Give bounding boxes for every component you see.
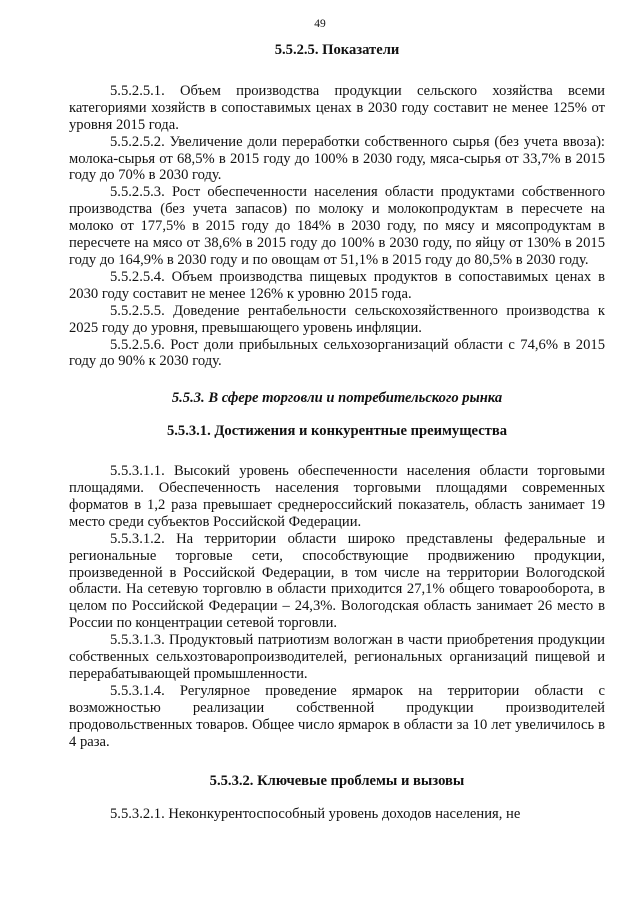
- paragraph-5-5-3-1-3: 5.5.3.1.3. Продуктовый патриотизм вологжан в части приобретения продукции собственных сельхозтоваропроизводителей, региональных организаций пищевой и перерабатывающей промышленности.: [69, 632, 605, 682]
- page-number: 49: [314, 18, 326, 30]
- paragraph-5-5-2-5-4: 5.5.2.5.4. Объем производства пищевых продуктов в сопоставимых ценах в 2030 году составит не менее 126% к уровню 2015 года.: [69, 268, 605, 302]
- heading-trade-sphere: 5.5.3. В сфере торговли и потребительского рынка: [171, 390, 503, 407]
- paragraph-5-5-3-2-1: 5.5.3.2.1. Неконкурентоспособный уровень доходов населения, не: [110, 806, 521, 823]
- paragraph-5-5-2-5-1: 5.5.2.5.1. Объем производства продукции сельского хозяйства всеми категориями хозяйств в сопоставимых ценах в 2030 году составит не менее 125% от уровня 2015 года.: [69, 82, 605, 133]
- paragraph-5-5-2-5-3: 5.5.2.5.3. Рост обеспеченности населения области продуктами собственного производства (без учета запасов) по молоку и молокопродуктам в пересчете на молоко от 177,5% в 2015 году до 184% в 2030 году, по мясу и мясопродуктам в пересчете на мясо от 38,6% в 2015 году до 100% в 2030 году, по яйцу от 130% в 2015 году до 164,9% в 2030 году и по овощам от 51,1% в 2015 году до 80,5% в 2030 году.: [69, 184, 605, 268]
- heading-problems: 5.5.3.2. Ключевые проблемы и вызовы: [209, 772, 465, 789]
- paragraph-5-5-2-5-2: 5.5.2.5.2. Увеличение доли переработки собственного сырья (без учета ввоза): молока-сырья от 68,5% в 2015 году до 100% в 2030 году, мяса-сырья от 33,7% в 2015 году до 70% в 2030 году.: [69, 133, 605, 184]
- page-content: [69, 42, 605, 823]
- paragraph-5-5-3-1-1: 5.5.3.1.1. Высокий уровень обеспеченности населения области торговыми площадями. Обеспеченность населения торговыми площадями современных форматов в 1,2 раза превышает среднероссийский показатель, область занимает 19 место среди субъектов Российской Федерации.: [69, 463, 605, 530]
- heading-indicators: 5.5.2.5. Показатели: [274, 42, 400, 58]
- paragraph-5-5-2-5-5: 5.5.2.5.5. Доведение рентабельности сельскохозяйственного производства к 2025 году до уровня, превышающего уровень инфляции.: [69, 302, 605, 336]
- paragraph-5-5-3-1-2: 5.5.3.1.2. На территории области широко представлены федеральные и региональные торговые сети, способствующие продвижению продукции, произведенной в Российской Федерации, в том числе на территории Вологодской области. На сетевую торговлю в области приходится 27,1% общего товарооборота, в целом по Российской Федерации – 24,3%. Вологодская область занимает 26 место в России по концентрации сетевой торговли.: [69, 530, 605, 632]
- paragraph-5-5-2-5-6: 5.5.2.5.6. Рост доли прибыльных сельхозорганизаций области с 74,6% в 2015 году до 90% к 2030 году.: [69, 336, 605, 370]
- paragraph-5-5-3-1-4: 5.5.3.1.4. Регулярное проведение ярмарок на территории области с возможностью реализации собственной продукции производителей продовольственных товаров. Общее число ярмарок в области за 10 лет увеличилось в 4 раза.: [69, 682, 605, 750]
- heading-achievements: 5.5.3.1. Достижения и конкурентные преимущества: [166, 423, 508, 440]
